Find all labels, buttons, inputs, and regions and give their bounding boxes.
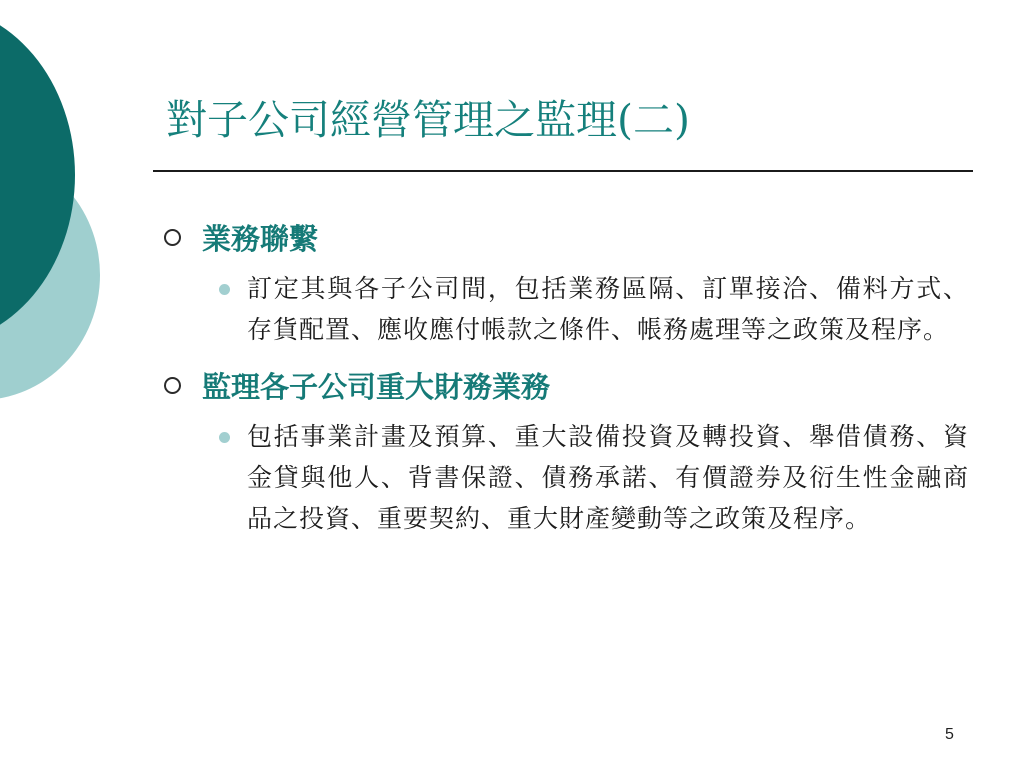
section-major-financial-supervision (164, 362, 969, 539)
section-body: 訂定其與各子公司間，包括業務區隔、訂單接洽、備料方式、存貨配置、應收應付帳款之條件、帳務處理等之政策及程序。 (247, 274, 969, 344)
slide-title: 對子公司經營管理之監理(二) (166, 96, 690, 144)
level1-bullet (164, 362, 969, 408)
hollow-circle-bullet-icon (164, 377, 181, 394)
section-body: 包括事業計畫及預算、重大設備投資及轉投資、舉借債務、資金貸與他人、背書保證、債務承諾、有價證券及衍生性金融商品之投資、重要契約、重大財產變動等之政策及程序。 (247, 422, 969, 533)
section-heading: 監理各子公司重大財務業務 (202, 369, 551, 404)
section-business-liaison (164, 214, 969, 350)
level1-bullet (164, 214, 969, 260)
page-number: 5 (945, 726, 954, 743)
section-heading: 業務聯繫 (202, 221, 319, 256)
title-divider (153, 170, 973, 172)
slide-content (164, 214, 969, 551)
filled-dot-bullet-icon (219, 432, 230, 443)
level2-bullet (164, 416, 969, 539)
level2-bullet (164, 268, 969, 350)
filled-dot-bullet-icon (219, 284, 230, 295)
hollow-circle-bullet-icon (164, 229, 181, 246)
